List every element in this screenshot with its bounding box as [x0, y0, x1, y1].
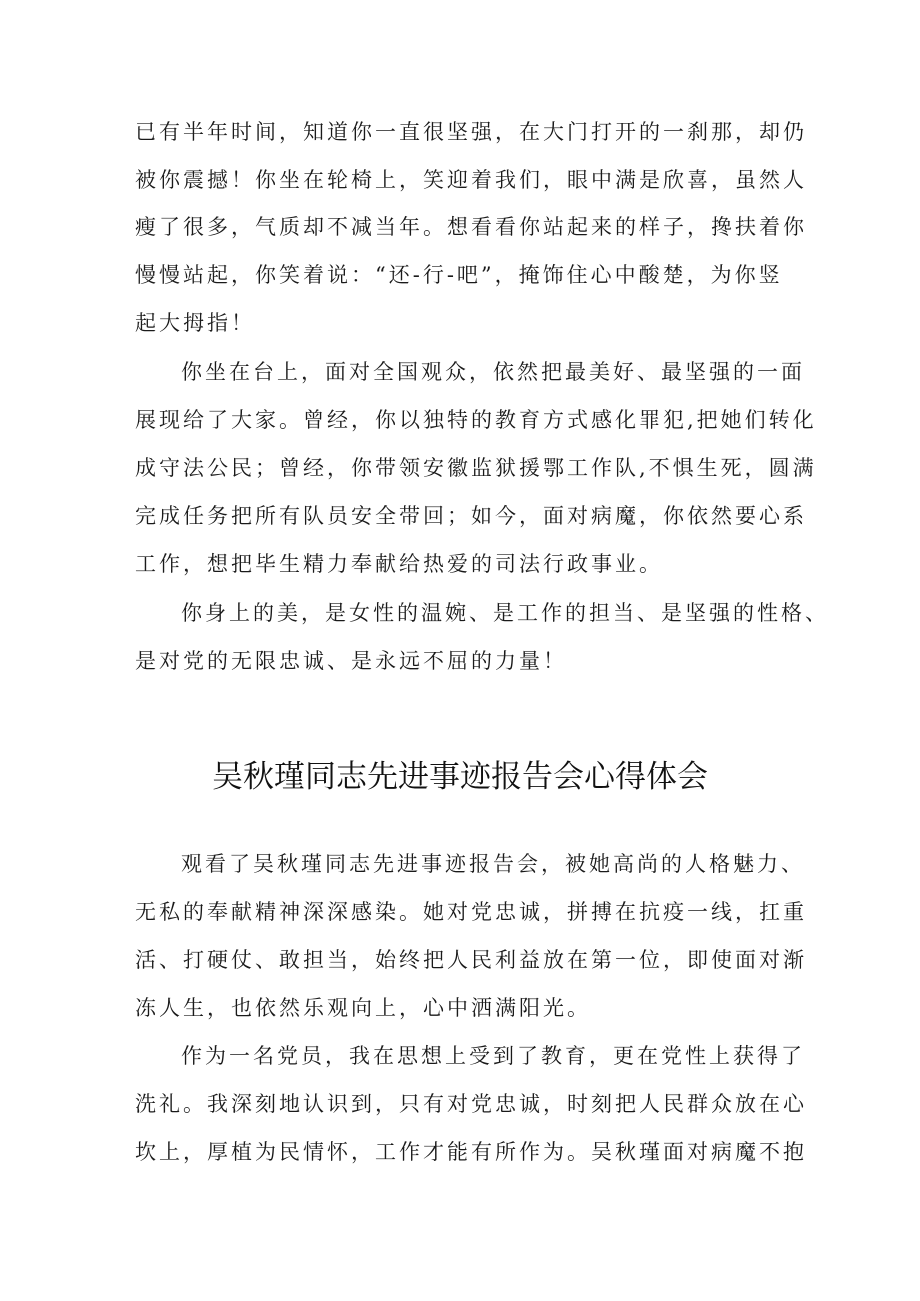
body-text-line: 慢慢站起，你笑着说：“还-行-吧”，掩饰住心中酸楚，为你竖: [135, 263, 783, 287]
body-text-line: 完成任务把所有队员安全带回；如今，面对病魔，你依然要心系: [135, 504, 807, 528]
body-text-line: 工作，想把毕生精力奉献给热爱的司法行政事业。: [135, 552, 663, 576]
body-text-line: 坎上，厚植为民情怀，工作才能有所作为。吴秋瑾面对病魔不抱: [135, 1140, 807, 1164]
body-text-line: 活、打硬仗、敢担当，始终把人民利益放在第一位，即使面对渐: [135, 948, 807, 972]
document-title: 吴秋瑾同志先进事迹报告会心得体会: [212, 759, 708, 795]
body-text-line: 被你震撼！你坐在轮椅上，笑迎着我们，眼中满是欣喜，虽然人: [135, 168, 807, 192]
body-text-line: 洗礼。我深刻地认识到，只有对党忠诚，时刻把人民群众放在心: [135, 1092, 807, 1116]
body-text-line: 作为一名党员，我在思想上受到了教育，更在党性上获得了: [181, 1044, 805, 1068]
body-text-line: 你身上的美，是女性的温婉、是工作的担当、是坚强的性格、: [181, 601, 829, 625]
body-text-line: 展现给了大家。曾经，你以独特的教育方式感化罪犯,把她们转化: [135, 408, 817, 432]
body-text-line: 你坐在台上，面对全国观众，依然把最美好、最坚强的一面: [181, 360, 805, 384]
body-text-line: 已有半年时间，知道你一直很坚强，在大门打开的一刹那，却仍: [135, 120, 807, 144]
body-text-line: 成守法公民；曾经，你带领安徽监狱援鄂工作队,不惧生死，圆满: [135, 456, 817, 480]
body-text-line: 冻人生，也依然乐观向上，心中洒满阳光。: [135, 996, 591, 1020]
body-text-line: 是对党的无限忠诚、是永远不屈的力量！: [135, 649, 567, 673]
body-text-line: 无私的奉献精神深深感染。她对党忠诚，拼搏在抗疫一线，扛重: [135, 900, 807, 924]
body-text-line: 起大拇指！: [135, 311, 255, 335]
body-text-line: 瘦了很多，气质却不减当年。想看看你站起来的样子，搀扶着你: [135, 215, 807, 239]
body-text-line: 观看了吴秋瑾同志先进事迹报告会，被她高尚的人格魅力、: [181, 852, 805, 876]
